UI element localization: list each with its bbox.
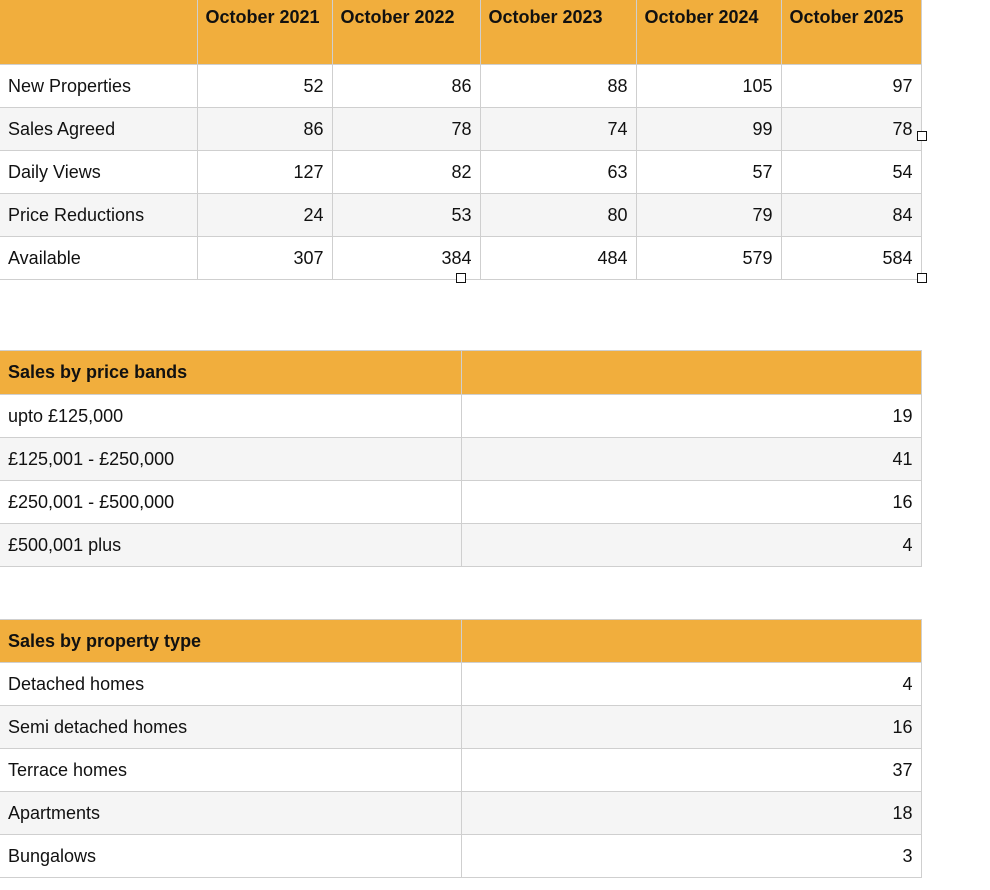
header-cell-oct-2021[interactable]: October 2021 bbox=[197, 0, 332, 65]
cell-value[interactable]: 24 bbox=[197, 194, 332, 237]
resize-handle-bottom[interactable] bbox=[456, 273, 466, 283]
table-row bbox=[0, 194, 921, 237]
row-label[interactable]: Terrace homes bbox=[0, 749, 461, 792]
header-cell-property-type[interactable]: Sales by property type bbox=[0, 620, 461, 663]
cell-value[interactable]: 99 bbox=[636, 108, 781, 151]
cell-value[interactable]: 78 bbox=[332, 108, 480, 151]
header-cell-empty[interactable] bbox=[461, 620, 921, 663]
cell-value[interactable]: 41 bbox=[461, 438, 921, 481]
cell-value[interactable]: 4 bbox=[461, 524, 921, 567]
cell-value[interactable]: 74 bbox=[480, 108, 636, 151]
row-label[interactable]: £250,001 - £500,000 bbox=[0, 481, 461, 524]
cell-value[interactable]: 97 bbox=[781, 65, 921, 108]
cell-value[interactable]: 105 bbox=[636, 65, 781, 108]
property-type-table bbox=[0, 619, 922, 878]
row-label[interactable]: Price Reductions bbox=[0, 194, 197, 237]
stats-header-row bbox=[0, 0, 921, 65]
table-row bbox=[0, 438, 921, 481]
header-cell-price-bands[interactable]: Sales by price bands bbox=[0, 351, 461, 395]
table-row bbox=[0, 835, 921, 878]
table-row bbox=[0, 792, 921, 835]
row-label[interactable]: Bungalows bbox=[0, 835, 461, 878]
cell-value[interactable]: 86 bbox=[332, 65, 480, 108]
cell-value[interactable]: 584 bbox=[781, 237, 921, 280]
cell-value[interactable]: 57 bbox=[636, 151, 781, 194]
cell-value[interactable]: 79 bbox=[636, 194, 781, 237]
row-label[interactable]: £125,001 - £250,000 bbox=[0, 438, 461, 481]
row-label[interactable]: New Properties bbox=[0, 65, 197, 108]
table-row bbox=[0, 151, 921, 194]
cell-value[interactable]: 4 bbox=[461, 663, 921, 706]
header-cell-oct-2025[interactable]: October 2025 bbox=[781, 0, 921, 65]
row-label[interactable]: £500,001 plus bbox=[0, 524, 461, 567]
cell-value[interactable]: 86 bbox=[197, 108, 332, 151]
cell-value[interactable]: 16 bbox=[461, 706, 921, 749]
property-type-header-row bbox=[0, 620, 921, 663]
row-label[interactable]: Available bbox=[0, 237, 197, 280]
table-row bbox=[0, 706, 921, 749]
table-row bbox=[0, 481, 921, 524]
resize-handle-right[interactable] bbox=[917, 131, 927, 141]
table-row bbox=[0, 524, 921, 567]
table-row bbox=[0, 749, 921, 792]
header-cell-oct-2022[interactable]: October 2022 bbox=[332, 0, 480, 65]
row-label[interactable]: upto £125,000 bbox=[0, 395, 461, 438]
cell-value[interactable]: 53 bbox=[332, 194, 480, 237]
row-label[interactable]: Sales Agreed bbox=[0, 108, 197, 151]
cell-value[interactable]: 384 bbox=[332, 237, 480, 280]
header-cell-empty[interactable] bbox=[0, 0, 197, 65]
cell-value[interactable]: 18 bbox=[461, 792, 921, 835]
header-cell-oct-2024[interactable]: October 2024 bbox=[636, 0, 781, 65]
cell-value[interactable]: 78 bbox=[781, 108, 921, 151]
row-label[interactable]: Semi detached homes bbox=[0, 706, 461, 749]
cell-value[interactable]: 88 bbox=[480, 65, 636, 108]
cell-value[interactable]: 84 bbox=[781, 194, 921, 237]
resize-handle-corner[interactable] bbox=[917, 273, 927, 283]
table-row bbox=[0, 663, 921, 706]
table-row bbox=[0, 395, 921, 438]
cell-value[interactable]: 484 bbox=[480, 237, 636, 280]
cell-value[interactable]: 19 bbox=[461, 395, 921, 438]
header-cell-oct-2023[interactable]: October 2023 bbox=[480, 0, 636, 65]
cell-value[interactable]: 307 bbox=[197, 237, 332, 280]
cell-value[interactable]: 3 bbox=[461, 835, 921, 878]
row-label[interactable]: Detached homes bbox=[0, 663, 461, 706]
cell-value[interactable]: 127 bbox=[197, 151, 332, 194]
table-row bbox=[0, 65, 921, 108]
cell-value[interactable]: 52 bbox=[197, 65, 332, 108]
table-row bbox=[0, 108, 921, 151]
price-bands-header-row bbox=[0, 351, 921, 395]
cell-value[interactable]: 37 bbox=[461, 749, 921, 792]
cell-value[interactable]: 579 bbox=[636, 237, 781, 280]
cell-value[interactable]: 80 bbox=[480, 194, 636, 237]
row-label[interactable]: Apartments bbox=[0, 792, 461, 835]
cell-value[interactable]: 54 bbox=[781, 151, 921, 194]
price-bands-table bbox=[0, 350, 922, 567]
cell-value[interactable]: 63 bbox=[480, 151, 636, 194]
row-label[interactable]: Daily Views bbox=[0, 151, 197, 194]
stats-table bbox=[0, 0, 922, 280]
cell-value[interactable]: 82 bbox=[332, 151, 480, 194]
header-cell-empty[interactable] bbox=[461, 351, 921, 395]
cell-value[interactable]: 16 bbox=[461, 481, 921, 524]
